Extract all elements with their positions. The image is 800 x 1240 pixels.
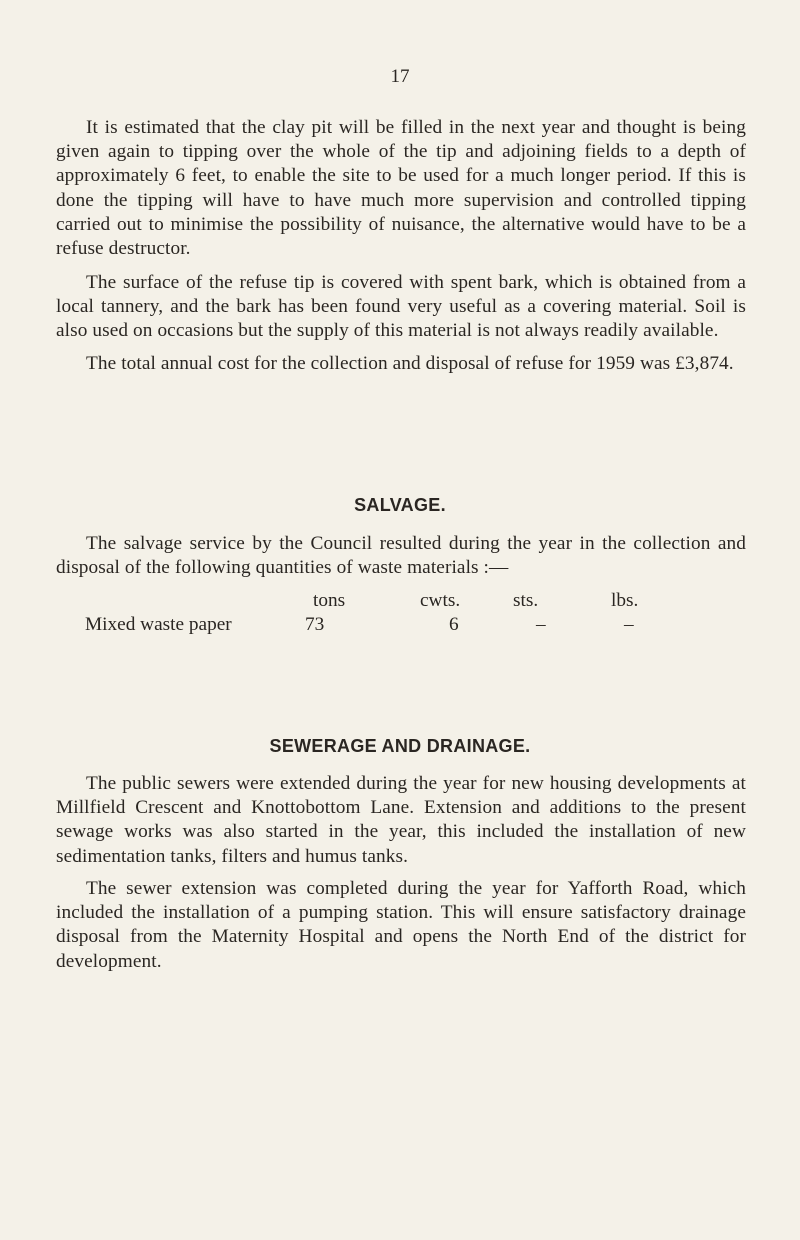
- row-label: Mixed waste paper: [85, 614, 232, 635]
- paragraph-annual-cost: The total annual cost for the collection and disposal of refuse for 1959 was £3,874.: [86, 353, 734, 374]
- sewerage-heading: SEWERAGE AND DRAINAGE.: [269, 736, 531, 756]
- paragraph-sewers-extended: The public sewers were extended during the year for new housing developments at Millfield Crescent and Knottobottom Lane. Extension and additions to the present sewage works was also started in the year, this included the installation of new sedimentation tanks, filters and humus tanks.: [56, 773, 746, 867]
- salvage-heading: SALVAGE.: [354, 495, 446, 515]
- page-number: 17: [390, 66, 410, 87]
- cell-cwts: 6: [449, 614, 459, 635]
- paragraph-refuse-tip-surface: The surface of the refuse tip is covered with spent bark, which is obtained from a local tannery, and the bark has been found very useful as a covering material. Soil is also used on occasions but the supply of this material is not always readily available.: [56, 272, 746, 342]
- paragraph-clay-pit: It is estimated that the clay pit will be filled in the next year and thought is being given again to tipping over the whole of the tip and adjoining fields to a depth of approximately 6 feet, to enable the site to be used for a much longer period. If this is done the tipping will have to have much more supervision and controlled tipping carried out to minimise the possibility of nuisance, the alternative would have to be a refuse destructor.: [56, 117, 746, 260]
- column-header-cwts: cwts.: [420, 590, 461, 611]
- salvage-table-header: [0, 590, 800, 614]
- cell-tons: 73: [305, 614, 325, 635]
- paragraph-sewer-extension: The sewer extension was completed during the year for Yafforth Road, which included the installation of a pumping station. This will ensure satisfactory drainage disposal from the Maternity Hospital and opens the North End of the district for development.: [56, 878, 746, 972]
- column-header-sts: sts.: [513, 590, 539, 611]
- cell-lbs: –: [624, 614, 634, 635]
- column-header-lbs: lbs.: [611, 590, 639, 611]
- column-header-tons: tons: [313, 590, 346, 611]
- table-row: [0, 614, 800, 638]
- salvage-intro: The salvage service by the Council resulted during the year in the collection and disposal of the following quantities of waste materials :—: [56, 533, 746, 579]
- cell-sts: –: [536, 614, 546, 635]
